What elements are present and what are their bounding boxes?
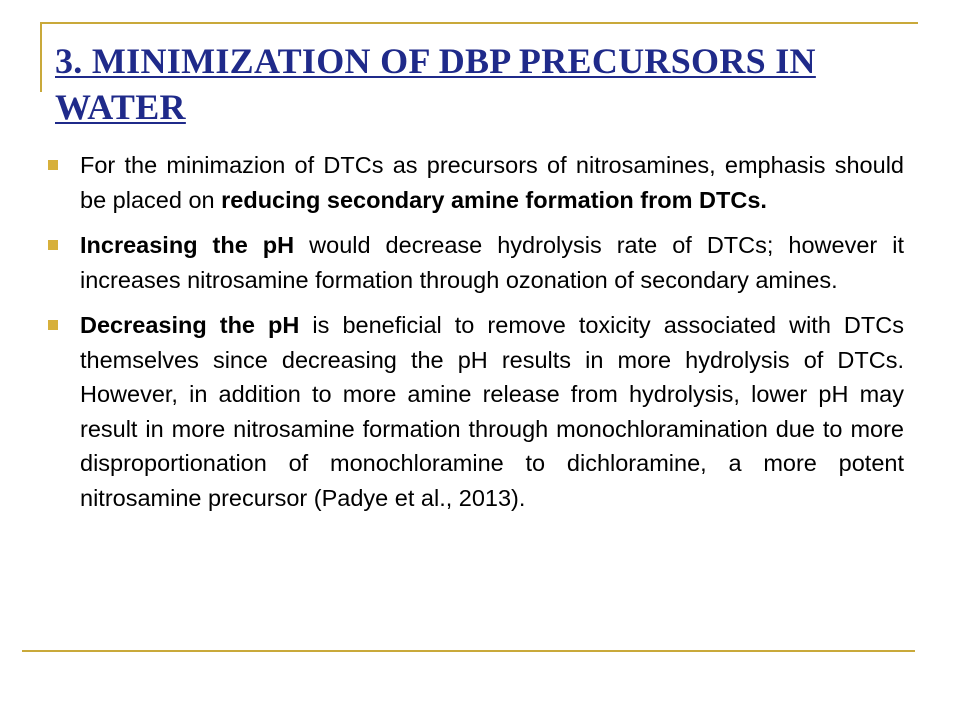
bullet-list: [48, 148, 904, 526]
bullet-item: [48, 148, 904, 217]
bullet-square-icon: [48, 240, 58, 250]
bullet-text-segment: would decrease hydrolysis rate of DTCs; however it increases nitrosamine formation through ozonation of secondary amines.: [80, 232, 904, 293]
frame-bottom-line: [22, 650, 915, 652]
bullet-item: [48, 308, 904, 515]
bullet-item: [48, 228, 904, 297]
slide-title: 3. MINIMIZATION OF DBP PRECURSORS IN WATER: [55, 41, 816, 127]
frame-top-line: [40, 22, 918, 24]
bullet-text-bold-segment: Increasing the pH: [80, 232, 295, 258]
bullet-text-segment: For the minimazion of DTCs as precursors of nitrosamines, emphasis should be placed on: [80, 152, 904, 213]
bullet-text-segment: is beneficial to remove toxicity associated with DTCs themselves since decreasing the pH results in more hydrolysis of DTCs. However, in addition to more amine release from hydrolysis, lower pH may result in more nitrosamine formation through monochloramination due to more disproportionation of monochloramine to dichloramine, a more potent nitrosamine precursor (Padye et al., 2013).: [80, 312, 904, 511]
bullet-square-icon: [48, 160, 58, 170]
bullet-square-icon: [48, 320, 58, 330]
bullet-text-bold-segment: Decreasing the pH: [80, 312, 300, 338]
frame-vertical-line: [40, 22, 42, 92]
bullet-text-bold-segment: reducing secondary amine formation from DTCs.: [221, 186, 767, 213]
